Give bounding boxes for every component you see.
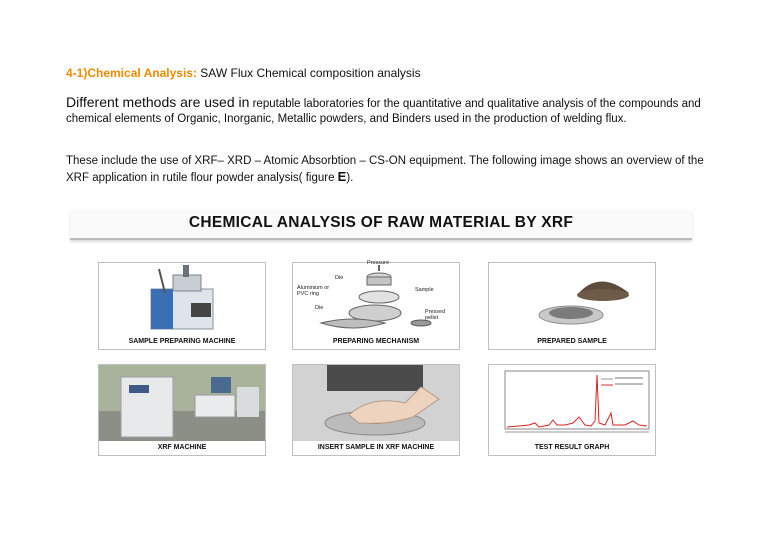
panel-caption: INSERT SAMPLE IN XRF MACHINE [317, 444, 435, 451]
panel-test-result-graph [488, 364, 656, 456]
section-number: 4-1) [66, 66, 88, 80]
xrf-figure [70, 210, 692, 462]
label-ring: Aluminium or PVC ring [297, 285, 330, 297]
paragraph-equipment-end: ). [346, 172, 354, 184]
figure-title: CHEMICAL ANALYSIS OF RAW MATERIAL BY XRF [188, 214, 574, 231]
paragraph-methods-body: reputable laboratories for the quantitative and qualitative analysis of the compounds and chemical elements of Organic, Inorganic, Metallic powders, and Binders used in the production of welding flux. [66, 98, 701, 125]
section-subtitle: SAW Flux Chemical composition analysis [196, 66, 421, 80]
label-pellet: Pressed pellet [425, 309, 446, 321]
pressing-diagram [293, 263, 459, 335]
spectrum-graph [489, 365, 655, 441]
panel-sample-preparing-machine [98, 262, 266, 350]
paragraph-methods [66, 95, 706, 127]
panel-caption: SAMPLE PREPARING MACHINE [128, 338, 236, 345]
label-die-top: Die [335, 275, 344, 281]
xrf-machine-image [99, 365, 265, 441]
figure-reference: E [337, 169, 347, 184]
paragraph-methods-lead: Different methods are used in [66, 94, 250, 110]
label-die-bottom: Die [315, 305, 324, 311]
figure-banner [70, 210, 692, 240]
paragraph-equipment [66, 154, 706, 186]
panel-caption: PREPARING MECHANISM [332, 338, 420, 345]
panel-prepared-sample [488, 262, 656, 350]
panel-preparing-mechanism [292, 262, 460, 350]
panel-insert-sample [292, 364, 460, 456]
label-sample: Sample [415, 287, 434, 293]
insert-sample-image [293, 365, 459, 441]
paragraph-equipment-body: These include the use of XRF– XRD – Atomic Absorbtion – CS-ON equipment. The following image shows an overview of the XRF application in rutile flour powder analysis( figure [66, 155, 704, 184]
sample-preparing-machine-image [99, 263, 265, 333]
panel-caption: TEST RESULT GRAPH [534, 444, 610, 451]
label-pressure: Pressure [367, 260, 390, 266]
panel-caption: XRF MACHINE [157, 444, 207, 451]
panel-xrf-machine [98, 364, 266, 456]
panel-caption: PREPARED SAMPLE [537, 338, 607, 345]
section-heading [66, 66, 421, 80]
section-label: Chemical Analysis: [87, 66, 197, 80]
prepared-sample-image [489, 263, 655, 333]
